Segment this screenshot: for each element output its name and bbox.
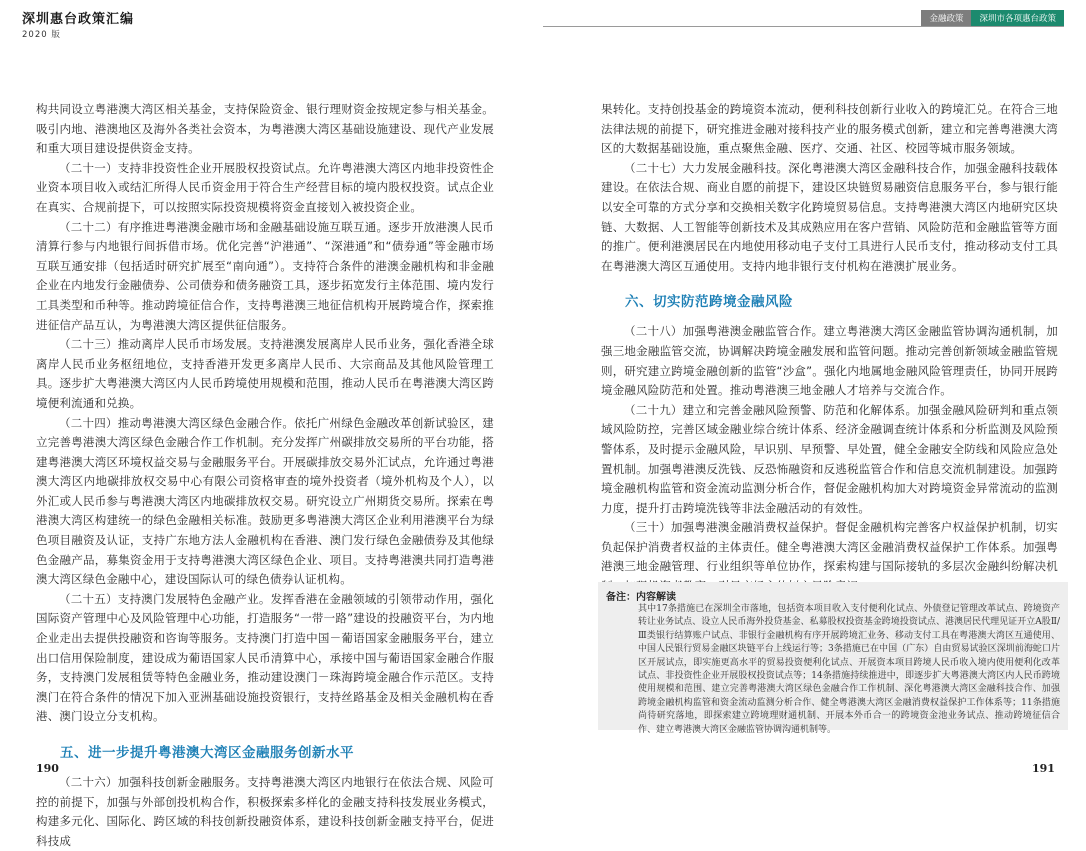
category-tag: 金融政策 <box>921 10 971 26</box>
section-tag: 深圳市各项惠台政策 <box>971 10 1064 26</box>
paragraph: （二十八）加强粤港澳金融监管合作。建立粤港澳大湾区金融监管协调沟通机制，加强三地金融监管交流，协调解决跨境金融发展和监管问题。推动完善创新领域金融监管规则，研究建立跨境金融创新的监管“沙盒”。强化内地属地金融风险管理责任，协同开展跨境金融风险防范和处置。推动粤港澳三地金融人才培养与交流合作。 <box>601 324 1058 398</box>
paragraph: （二十五）支持澳门发展特色金融产业。发挥香港在金融领域的引领带动作用，强化国际资产管理中心及风险管理中心功能，打造服务“一带一路”建设的投融资平台，为内地企业走出去提供投融资和咨询等服务。支持澳门打造中国－葡语国家金融服务平台，建立出口信用保险制度，建设成为葡语国家人民币清算中心，承接中国与葡语国家金融合作服务，支持澳门发展租赁等特色金融业务，推动建设澳门－珠海跨境金融合作示范区。支持澳门在符合条件的情况下加入亚洲基础设施投资银行，支持丝路基金及相关金融机构在香港、澳门设立分支机构。 <box>36 591 494 724</box>
paragraph: （二十二）有序推进粤港澳金融市场和金融基础设施互联互通。逐步开放港澳人民币清算行参与内地银行间拆借市场。优化完善“沪港通”、“深港通”和“债券通”等金融市场互联互通安排（包括适时研究扩展至“南向通”）。支持符合条件的港澳金融机构和非金融企业在内地发行金融债券、公司债券和债务融资工具，逐步拓宽发行主体范围、境内发行工具类型和币种等。推动跨境征信合作，支持粤港澳三地征信机构开展跨境合作，探索推进征信产品互认，为粤港澳大湾区提供征信服务。 <box>36 219 494 332</box>
note-text: 其中17条措施已在深圳全市落地，包括资本项目收入支付便利化试点、外债登记管理改革试点、跨境资产转让业务试点、设立人民币海外投贷基金、私募股权投资基金跨境投资试点、港澳居民代理见证开立A股Ⅱ/Ⅲ类银行结算账户试点、非银行金融机构有序开展跨境汇业务、移动支付工具在粤港澳大湾区互通使用、中国人民银行贸易金融区块链平台上线运行等；3条措施已在中国（广东）自由贸易试验区深圳前海蛇口片区开展试点，即实施更高水平的贸易投资便利化试点、开展资本项目跨境人民币收入境内使用便利化改革试点、非投资性企业开展股权投资试点等；14条措施持续推进中，即逐步扩大粤港澳大湾区内人民币跨境使用规模和范围、建立完善粤港澳大湾区绿色金融合作工作机制、深化粤港澳大湾区金融科技合作、加强跨境金融机构监管和资金流动监测分析合作、健全粤港澳大湾区金融消费权益保护工作体系等；11条措施尚待研究落地，即探索建立跨境理财通机制、开展本外币合一的跨境资金池业务试点、推动跨境征信合作、建立粤港澳大湾区金融监管协调沟通机制等。 <box>638 604 1060 735</box>
page-number-right: 191 <box>1032 762 1055 775</box>
section-heading: 五、进一步提升粤港澳大湾区金融服务创新水平 <box>60 745 354 761</box>
paragraph: 构共同设立粤港澳大湾区相关基金，支持保险资金、银行理财资金按规定参与相关基金。吸引内地、港澳地区及海外各类社会资本，为粤港澳大湾区基础设施建设、现代产业发展和重大项目建设提供资金支持。 <box>36 102 494 156</box>
running-header <box>22 8 134 40</box>
header-divider <box>543 26 1064 27</box>
paragraph: 果转化。支持创投基金的跨境资本流动，便利科技创新行业收入的跨境汇兑。在符合三地法律法规的前提下，研究推进金融对接科技产业的服务模式创新，建立和完善粤港澳大湾区的大数据基础设施，重点聚焦金融、医疗、交通、社区、校园等城市服务领域。 <box>601 102 1058 156</box>
paragraph: （二十七）大力发展金融科技。深化粤港澳大湾区金融科技合作，加强金融科技载体建设。在依法合规、商业自愿的前提下，建设区块链贸易融资信息服务平台，参与银行能以安全可靠的方式分享和交换相关数字化跨境贸易信息。支持粤港澳大湾区内地研究区块链、大数据、人工智能等创新技术及其成熟应用在客户营销、风险防范和金融监管等方面的推广。便利港澳居民在内地使用移动电子支付工具进行人民币支付，推动移动支付工具在粤港澳大湾区互通使用。支持内地非银行支付机构在港澳扩展业务。 <box>601 160 1058 273</box>
edition-year: 2020 版 <box>22 30 61 40</box>
page-number-left: 190 <box>36 762 59 775</box>
paragraph: （三十）加强粤港澳金融消费权益保护。督促金融机构完善客户权益保护机制，切实负起保护消费者权益的主体责任。健全粤港澳大湾区金融消费权益保护工作体系。加强粤港澳三地金融管理、行业组织等单位协作，探索构建与国际接轨的多层次金融纠纷解决机 <box>601 520 1058 574</box>
note-box <box>598 582 1068 735</box>
paragraph: （二十三）推动离岸人民币市场发展。支持港澳发展离岸人民币业务，强化香港全球离岸人民币业务枢纽地位，支持香港开发更多离岸人民币、大宗商品及其他风险管理工具。逐步扩大粤港澳大湾区内人民币跨境使用规模和范围，推动人民币在粤港澳大湾区跨境便利流通和兑换。 <box>36 337 494 410</box>
paragraph: （二十六）加强科技创新金融服务。支持粤港澳大湾区内地银行在依法合规、风险可控的前提下，加强与外部创投机构合作，积极探索多样化的金融支持科技发展业务模式，构建多元化、国际化、跨区域的科技创新投融资体系，建设科技创新金融支持平台，促进科技成 <box>36 775 494 848</box>
paragraph: （二十四）推动粤港澳大湾区绿色金融合作。依托广州绿色金融改革创新试验区，建立完善粤港澳大湾区绿色金融合作工作机制。充分发挥广州碳排放交易所的平台功能，搭建粤港澳大湾区环境权益交易与金融服务平台。开展碳排放交易外汇试点，允许通过粤港澳大湾区内地碳排放权交易中心有限公司资格审查的境外投资者（境外机构及个人），以外汇或人民币参与粤港澳大湾区内地碳排放权交易。研究设立广州期货交易所。探索在粤港澳大湾区构建统一的绿色金融相关标准。鼓励更多粤港澳大湾区企业利用港澳平台为绿色项目融资及认证，支持广东地方法人金融机构在香港、澳门发行绿色金融债券及其他绿色金融产品，募集资金用于支持粤港澳大湾区绿色企业、项目。支持粤港澳共同打造粤港澳大湾区绿色金融中心，建设国际认可的绿色债券认证机构。 <box>36 415 494 587</box>
right-page-body <box>601 100 1058 597</box>
section-tags <box>921 10 1064 26</box>
section-heading: 六、切实防范跨境金融风险 <box>625 294 793 311</box>
paragraph: （二十九）建立和完善金融风险预警、防范和化解体系。加强金融风险研判和重点领域风险防控，完善区域金融业综合统计体系、经济金融调查统计体系和分析监测及风险预警体系，及时提示金融风险，早识别、早预警、早处置，健全金融安全防线和风险应急处置机制。加强粤港澳反洗钱、反恐怖融资和反逃税监管合作和信息交流机制建设。加强跨境金融机构监管和资金流动监测分析合作，督促金融机构加大对跨境资金异常流动的监测力度，提升打击跨境洗钱等非法金融活动的有效性。 <box>601 402 1058 515</box>
note-label: 备注：内容解读 <box>606 592 676 603</box>
book-title: 深圳惠台政策汇编 <box>22 12 135 27</box>
left-page-body <box>36 100 494 851</box>
paragraph: （二十一）支持非投资性企业开展股权投资试点。允许粤港澳大湾区内地非投资性企业资本项目收入或结汇所得人民币资金用于符合生产经营目标的境内股权投资。试点企业在真实、合规前提下，可以按照实际投资规模将资金直接划入被投资企业。 <box>36 160 494 214</box>
